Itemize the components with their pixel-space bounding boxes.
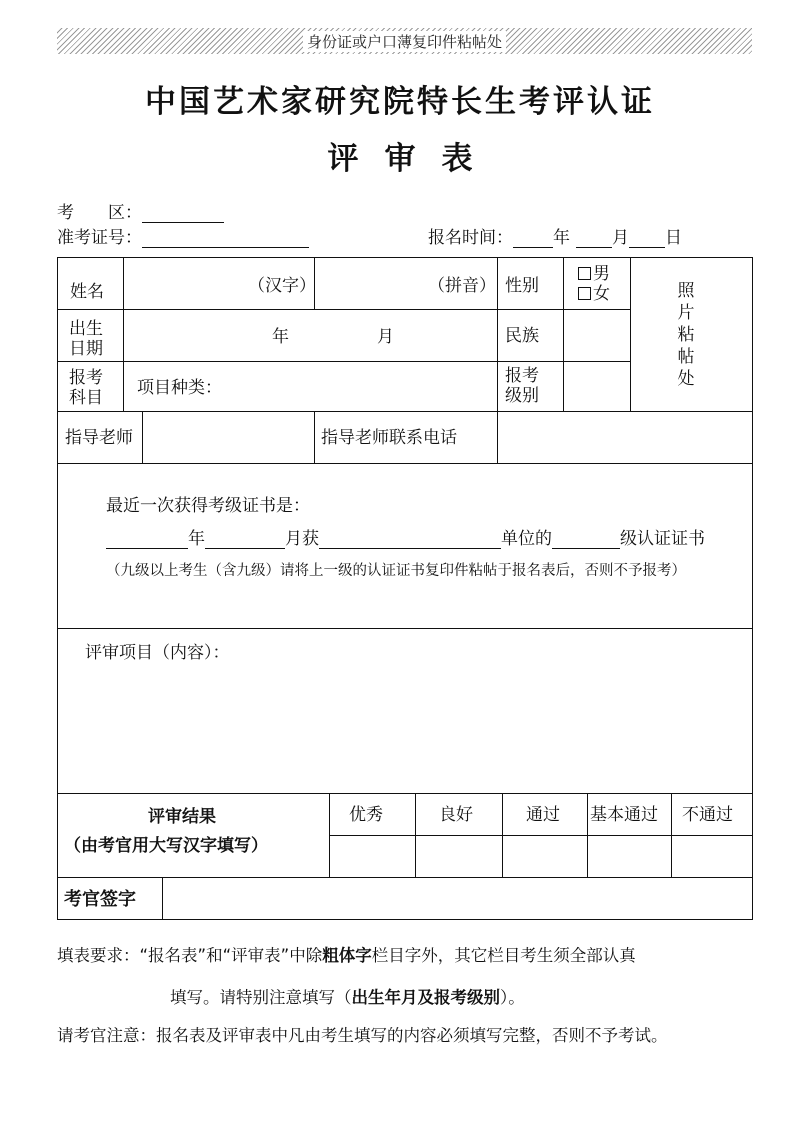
ethnicity-label: 民族 [505, 326, 539, 346]
exam-area-input[interactable] [142, 204, 224, 223]
cert-year-input[interactable] [106, 532, 188, 549]
grade-pass: 通过 [526, 805, 560, 825]
gender-female-option[interactable] [578, 284, 610, 304]
certificate-fields [106, 529, 705, 549]
cert-month-label: 月获 [285, 529, 319, 549]
examiner-sign-input[interactable] [163, 878, 753, 920]
ticket-number-label: 准考证号： [57, 228, 142, 248]
level-input[interactable] [564, 362, 630, 411]
req-text-c: 填写。请特别注意填写（ [170, 988, 352, 1007]
grade-fail: 不通过 [682, 805, 733, 825]
pinyin-hint: （拼音） [428, 276, 496, 296]
examiner-sign-label: 考官签字 [64, 889, 136, 910]
teacher-label: 指导老师 [65, 428, 133, 448]
certificate-intro: 最近一次获得考级证书是： [106, 496, 310, 516]
exam-area-label: 考 区： [57, 203, 142, 223]
subject-label [69, 368, 103, 408]
female-label: 女 [593, 284, 610, 304]
grade-good-input[interactable] [416, 836, 502, 877]
birth-date-label [69, 319, 103, 359]
cert-unit-label: 单位的 [501, 529, 552, 549]
review-form-table [57, 257, 753, 920]
grade-excellent-input[interactable] [330, 836, 415, 877]
cert-level-input[interactable] [552, 532, 620, 549]
gender-male-option[interactable] [578, 264, 610, 284]
review-items-area[interactable] [58, 629, 753, 793]
ethnicity-input[interactable] [564, 310, 630, 361]
grade-pass-input[interactable] [503, 836, 587, 877]
req-bold-a: 粗体字 [322, 946, 372, 965]
grade-basic-pass-input[interactable] [588, 836, 671, 877]
gender-label: 性别 [505, 276, 539, 296]
male-checkbox[interactable] [578, 267, 591, 280]
req-text-d: ）。 [500, 988, 525, 1007]
banner-text: 身份证或户口薄复印件粘帖处 [303, 31, 506, 52]
birth-date-input[interactable] [124, 310, 497, 361]
teacher-phone-label: 指导老师联系电话 [321, 428, 457, 448]
level-label-line1: 报考 [505, 366, 539, 386]
teacher-phone-input[interactable] [498, 412, 753, 463]
req-text-b: 栏目字外，其它栏目考生须全部认真 [371, 946, 636, 965]
birth-label-line2: 日期 [69, 339, 103, 359]
registration-time-field[interactable] [428, 223, 682, 248]
cert-year-label: 年 [188, 529, 205, 549]
reg-day-label: 日 [665, 228, 682, 248]
birth-label-line1: 出生 [69, 319, 103, 339]
grade-basic-pass: 基本通过 [590, 805, 658, 825]
cert-level-label: 级认证证书 [620, 529, 705, 549]
reg-day-input[interactable] [629, 229, 665, 248]
examiner-notice: 请考官注意：报名表及评审表中凡由考生填写的内容必须填写完整，否则不予考试。 [57, 1026, 668, 1045]
reg-month-label: 月 [612, 228, 629, 248]
certificate-note: （九级以上考生（含九级）请将上一级的认证证书复印件粘帖于报名表后，否则不予报考） [106, 563, 686, 579]
name-label: 姓名 [70, 282, 104, 302]
req-text-a: 填表要求：“报名表”和“评审表”中除 [57, 946, 323, 965]
ticket-number-input[interactable] [142, 229, 309, 248]
birth-year-label: 年 [272, 327, 289, 347]
req-bold-b: 出生年月及报考级别 [351, 988, 500, 1007]
project-type-label: 项目种类： [137, 378, 222, 398]
reg-year-label: 年 [553, 228, 570, 248]
ticket-number-field[interactable] [57, 223, 309, 248]
male-label: 男 [593, 264, 610, 284]
registration-time-label: 报名时间： [428, 228, 513, 248]
grade-excellent: 优秀 [349, 805, 383, 825]
photo-label: 照片粘帖处 [677, 281, 695, 389]
grade-fail-input[interactable] [672, 836, 753, 877]
cert-unit-input[interactable] [319, 532, 501, 549]
page-subtitle: 评审表 [327, 141, 499, 177]
hanzi-hint: （汉字） [248, 276, 316, 296]
level-label [505, 366, 539, 406]
subject-label-line1: 报考 [69, 368, 103, 388]
fill-requirement-line1 [57, 942, 636, 966]
birth-month-label: 月 [377, 327, 394, 347]
teacher-input[interactable] [143, 412, 314, 463]
reg-year-input[interactable] [513, 229, 553, 248]
female-checkbox[interactable] [578, 287, 591, 300]
review-items-label: 评审项目（内容）： [85, 643, 230, 663]
id-copy-paste-banner [57, 28, 752, 54]
result-label: 评审结果 [148, 807, 216, 827]
grade-good: 良好 [439, 805, 473, 825]
reg-month-input[interactable] [576, 229, 612, 248]
exam-area-field[interactable] [57, 198, 224, 223]
result-note: （由考官用大写汉字填写） [64, 836, 268, 856]
page-title: 中国艺术家研究院特长生考评认证 [145, 84, 655, 120]
level-label-line2: 级别 [505, 386, 539, 406]
subject-label-line2: 科目 [69, 388, 103, 408]
cert-month-input[interactable] [205, 532, 285, 549]
fill-requirement-line2 [170, 984, 525, 1008]
